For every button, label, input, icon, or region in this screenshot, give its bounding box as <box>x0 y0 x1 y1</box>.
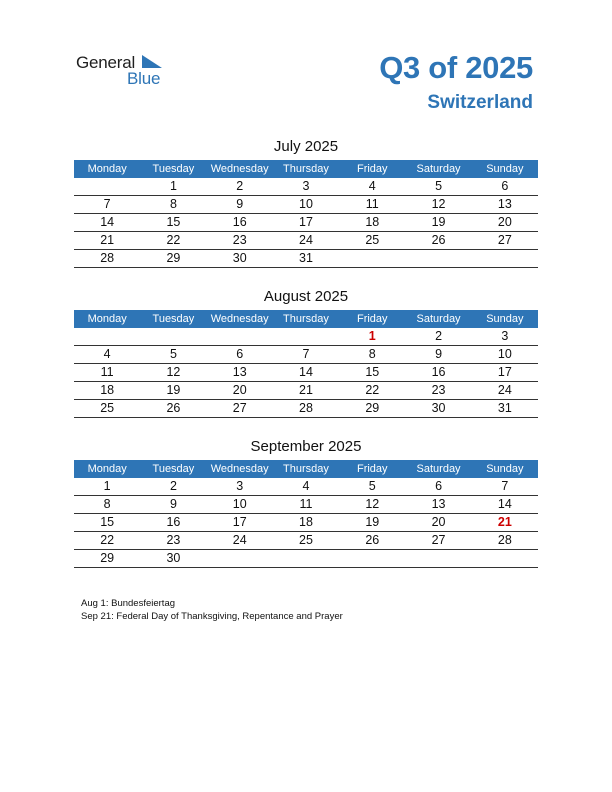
day-cell: 2 <box>405 328 471 346</box>
day-cell: 21 <box>273 382 339 400</box>
day-cell: 8 <box>74 496 140 514</box>
weekday-header: Thursday <box>273 160 339 178</box>
day-cell: 25 <box>273 532 339 550</box>
day-cell: 9 <box>405 346 471 364</box>
empty-day-cell <box>140 328 206 346</box>
generalblue-logo <box>76 52 176 88</box>
empty-day-cell <box>207 550 273 568</box>
day-cell: 23 <box>405 382 471 400</box>
holiday-note: Sep 21: Federal Day of Thanksgiving, Repentance and Prayer <box>81 611 343 622</box>
empty-day-cell <box>339 550 405 568</box>
day-cell: 3 <box>472 328 538 346</box>
weekday-header-row <box>74 460 538 478</box>
day-cell: 3 <box>207 478 273 496</box>
holiday-note: Aug 1: Bundesfeiertag <box>81 598 176 609</box>
page-title: Q3 of 2025 <box>379 50 533 85</box>
month-july <box>74 137 538 268</box>
day-cell: 28 <box>74 250 140 268</box>
day-cell: 4 <box>273 478 339 496</box>
weekday-header: Friday <box>339 160 405 178</box>
weekday-header: Friday <box>339 460 405 478</box>
day-cell: 8 <box>339 346 405 364</box>
day-cell: 6 <box>207 346 273 364</box>
day-cell: 26 <box>405 232 471 250</box>
day-cell: 2 <box>207 178 273 196</box>
day-cell: 19 <box>339 514 405 532</box>
day-cell: 13 <box>207 364 273 382</box>
week-row <box>74 178 538 196</box>
day-cell: 30 <box>207 250 273 268</box>
weekday-header: Wednesday <box>207 310 273 328</box>
weekday-header: Friday <box>339 310 405 328</box>
day-cell: 15 <box>74 514 140 532</box>
empty-day-cell <box>273 550 339 568</box>
weekday-header: Saturday <box>405 160 471 178</box>
day-cell: 16 <box>140 514 206 532</box>
day-cell: 16 <box>207 214 273 232</box>
day-cell: 24 <box>273 232 339 250</box>
day-cell: 22 <box>140 232 206 250</box>
week-row <box>74 496 538 514</box>
day-cell: 25 <box>74 400 140 418</box>
day-cell: 17 <box>273 214 339 232</box>
day-cell: 18 <box>74 382 140 400</box>
day-cell: 24 <box>207 532 273 550</box>
day-cell: 5 <box>405 178 471 196</box>
weekday-header: Wednesday <box>207 160 273 178</box>
week-row <box>74 400 538 418</box>
day-cell: 15 <box>339 364 405 382</box>
day-cell: 6 <box>472 178 538 196</box>
day-cell: 15 <box>140 214 206 232</box>
empty-day-cell <box>472 550 538 568</box>
empty-day-cell <box>74 178 140 196</box>
day-cell: 14 <box>273 364 339 382</box>
weekday-header: Tuesday <box>140 310 206 328</box>
day-cell: 2 <box>140 478 206 496</box>
day-cell: 9 <box>140 496 206 514</box>
week-row <box>74 382 538 400</box>
weekday-header-row <box>74 310 538 328</box>
empty-day-cell <box>207 328 273 346</box>
day-cell: 4 <box>74 346 140 364</box>
day-cell: 8 <box>140 196 206 214</box>
weekday-header: Sunday <box>472 310 538 328</box>
week-row <box>74 514 538 532</box>
day-cell: 20 <box>207 382 273 400</box>
day-cell: 28 <box>273 400 339 418</box>
day-cell: 12 <box>405 196 471 214</box>
week-row <box>74 346 538 364</box>
week-row <box>74 328 538 346</box>
day-cell: 28 <box>472 532 538 550</box>
day-cell: 18 <box>273 514 339 532</box>
day-cell: 20 <box>405 514 471 532</box>
week-row <box>74 214 538 232</box>
day-cell: 23 <box>207 232 273 250</box>
day-cell: 10 <box>472 346 538 364</box>
day-cell: 27 <box>207 400 273 418</box>
day-cell: 14 <box>472 496 538 514</box>
day-cell: 17 <box>472 364 538 382</box>
logo-text-blue: Blue <box>127 69 161 88</box>
day-cell: 10 <box>207 496 273 514</box>
empty-day-cell <box>74 328 140 346</box>
country-name: Switzerland <box>427 92 533 113</box>
day-cell: 12 <box>339 496 405 514</box>
day-cell: 7 <box>472 478 538 496</box>
weekday-header: Wednesday <box>207 460 273 478</box>
day-cell: 3 <box>273 178 339 196</box>
day-cell: 24 <box>472 382 538 400</box>
day-cell: 21 <box>74 232 140 250</box>
day-cell: 29 <box>339 400 405 418</box>
weekday-header: Monday <box>74 460 140 478</box>
day-cell: 20 <box>472 214 538 232</box>
calendar-table <box>74 460 538 568</box>
day-cell: 13 <box>405 496 471 514</box>
day-cell: 5 <box>339 478 405 496</box>
weekday-header: Saturday <box>405 460 471 478</box>
day-cell: 18 <box>339 214 405 232</box>
logo-triangle-icon <box>142 55 162 68</box>
day-cell: 26 <box>140 400 206 418</box>
month-september <box>74 437 538 568</box>
weekday-header: Sunday <box>472 160 538 178</box>
weekday-header: Monday <box>74 310 140 328</box>
empty-day-cell <box>405 250 471 268</box>
week-row <box>74 232 538 250</box>
empty-day-cell <box>472 250 538 268</box>
week-row <box>74 196 538 214</box>
day-cell: 19 <box>140 382 206 400</box>
day-cell: 22 <box>339 382 405 400</box>
day-cell: 31 <box>273 250 339 268</box>
day-cell: 29 <box>74 550 140 568</box>
week-row <box>74 250 538 268</box>
day-cell: 7 <box>273 346 339 364</box>
empty-day-cell <box>273 328 339 346</box>
day-cell: 11 <box>273 496 339 514</box>
weekday-header: Tuesday <box>140 160 206 178</box>
logo-text-general: General <box>76 53 136 72</box>
day-cell: 7 <box>74 196 140 214</box>
empty-day-cell <box>339 250 405 268</box>
day-cell: 17 <box>207 514 273 532</box>
day-cell: 9 <box>207 196 273 214</box>
day-cell: 11 <box>74 364 140 382</box>
day-cell: 26 <box>339 532 405 550</box>
day-cell: 21 <box>472 514 538 532</box>
weekday-header: Monday <box>74 160 140 178</box>
day-cell: 13 <box>472 196 538 214</box>
weekday-header: Saturday <box>405 310 471 328</box>
day-cell: 11 <box>339 196 405 214</box>
day-cell: 27 <box>472 232 538 250</box>
weekday-header: Sunday <box>472 460 538 478</box>
week-row <box>74 478 538 496</box>
day-cell: 22 <box>74 532 140 550</box>
day-cell: 19 <box>405 214 471 232</box>
day-cell: 30 <box>140 550 206 568</box>
day-cell: 30 <box>405 400 471 418</box>
day-cell: 1 <box>339 328 405 346</box>
day-cell: 4 <box>339 178 405 196</box>
weekday-header: Thursday <box>273 310 339 328</box>
month-title: September 2025 <box>250 438 362 455</box>
weekday-header-row <box>74 160 538 178</box>
weekday-header: Tuesday <box>140 460 206 478</box>
month-title: August 2025 <box>263 288 349 305</box>
week-row <box>74 550 538 568</box>
day-cell: 1 <box>140 178 206 196</box>
empty-day-cell <box>405 550 471 568</box>
month-august <box>74 287 538 418</box>
day-cell: 31 <box>472 400 538 418</box>
day-cell: 25 <box>339 232 405 250</box>
calendar-table <box>74 160 538 268</box>
day-cell: 5 <box>140 346 206 364</box>
day-cell: 12 <box>140 364 206 382</box>
weekday-header: Thursday <box>273 460 339 478</box>
day-cell: 29 <box>140 250 206 268</box>
day-cell: 27 <box>405 532 471 550</box>
calendar-table <box>74 310 538 418</box>
week-row <box>74 364 538 382</box>
week-row <box>74 532 538 550</box>
day-cell: 6 <box>405 478 471 496</box>
holiday-notes <box>81 597 343 623</box>
month-title: July 2025 <box>273 138 339 155</box>
day-cell: 1 <box>74 478 140 496</box>
day-cell: 10 <box>273 196 339 214</box>
day-cell: 23 <box>140 532 206 550</box>
day-cell: 16 <box>405 364 471 382</box>
day-cell: 14 <box>74 214 140 232</box>
